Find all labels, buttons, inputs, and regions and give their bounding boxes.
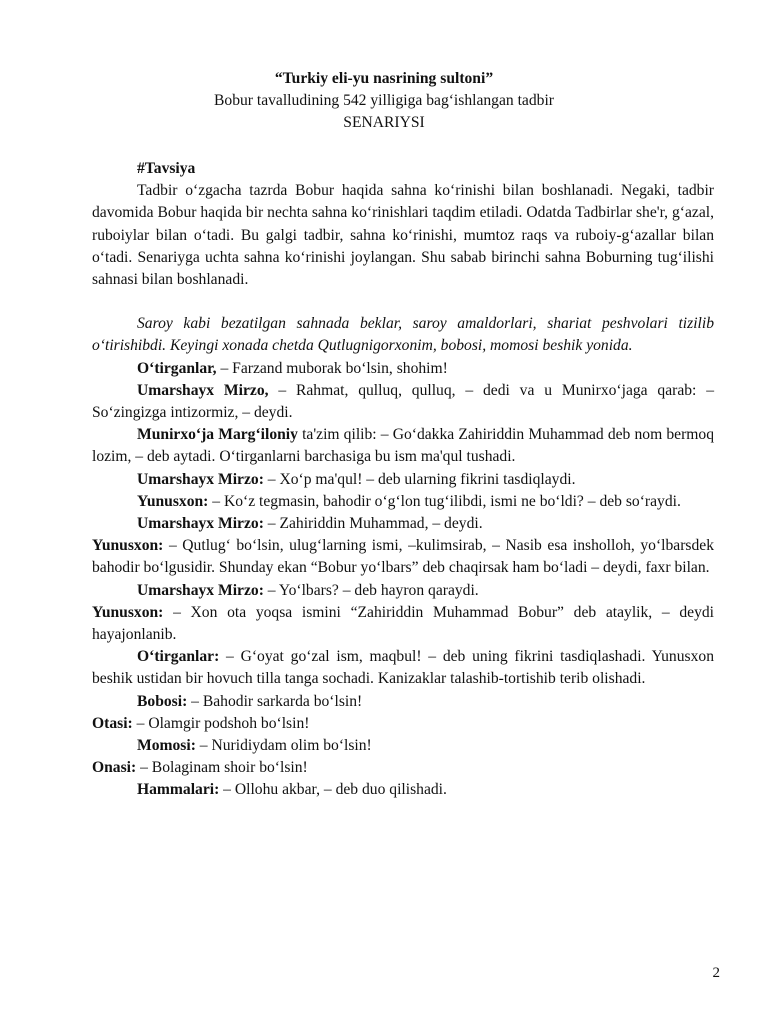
dialogue-line: [92, 602, 714, 646]
dialogue-line: [92, 380, 714, 424]
speaker-name: Umarshayx Mirzo:: [137, 470, 264, 488]
dialogue-text: – Farzand muborak bo‘lsin, shohim!: [216, 359, 448, 377]
dialogue-line: [92, 779, 714, 801]
dialogue-text: – Zahiriddin Muhammad, – deydi.: [263, 515, 483, 533]
page-number: 2: [712, 965, 720, 981]
speaker-name: Munirxo‘ja Marg‘iloniy: [137, 426, 298, 444]
document-body: [92, 158, 714, 802]
dialogue-text: – Ko‘z tegmasin, bahodir o‘g‘lon tug‘ilibdi, ismi ne bo‘ldi? – deb so‘raydi.: [208, 492, 681, 510]
dialogue-line: [92, 513, 714, 535]
dialogue-line: [92, 535, 714, 579]
dialogue-text: – Rahmat, qulluq, qulluq, – dedi va u Munirxo‘jaga qarab: – So‘zingizga intizormiz, – deydi.: [92, 381, 715, 422]
speaker-name: Umarshayx Mirzo,: [137, 381, 269, 399]
paragraph-gap: [92, 291, 714, 313]
speaker-name: Hammalari:: [137, 781, 220, 799]
dialogue-text: – Olamgir podshoh bo‘lsin!: [132, 714, 310, 732]
dialogue-line: [92, 757, 714, 779]
speaker-name: Momosi:: [137, 737, 196, 755]
document-header: [0, 68, 768, 134]
document-label: SENARIYSI: [343, 114, 425, 131]
dialogue-text: – Yo‘lbars? – deb hayron qaraydi.: [263, 581, 479, 599]
dialogue-text: – Nuridiydam olim bo‘lsin!: [195, 737, 372, 755]
dialogue-text: – Bahodir sarkarda bo‘lsin!: [187, 692, 363, 710]
dialogue-text: – Xon ota yoqsa ismini “Zahiriddin Muhammad Bobur” deb ataylik, – deydi hayajonlanib.: [92, 603, 714, 644]
speaker-name: Yunusxon:: [137, 492, 209, 510]
intro-paragraph: Tadbir o‘zgacha tazrda Bobur haqida sahna ko‘rinishi bilan boshlanadi. Negaki, tadbir davomida Bobur haqida bir nechta sahna ko‘rinishlari taqdim etiladi. Odatda Tadbirlar she'r, g‘azal, ruboiylar bilan o‘tadi. Bu galgi tadbir, sahna ko‘rinishi, mumtoz raqs va ruboiy-g‘azallar bilan o‘tadi. Senariyga uchta sahna ko‘rinishi joylangan. Shu sabab birinchi sahna Boburning tug‘ilishi sahnasi bilan boshlanadi.: [92, 182, 714, 289]
dialogue-text: – Bolaginam shoir bo‘lsin!: [136, 759, 308, 777]
dialogue-line: [92, 358, 714, 380]
dialogue-line: [92, 735, 714, 757]
dialogue-text: – Qutlug‘ bo‘lsin, ulug‘larning ismi, –kulimsirab, – Nasib esa insholloh, yo‘lbarsdek bahodir bo‘lgusidir. Shunday ekan “Bobur yo‘lbars” deb chaqirsak ham bo‘ladi – deydi, faxr bilan.: [92, 537, 714, 577]
dialogue-line: [92, 424, 714, 468]
dialogue-line: [92, 580, 714, 602]
dialogue-text: ta'zim qilib: – Go‘dakka Zahiriddin Muhammad deb nom bermoq lozim, – deb aytadi. O‘tirganlarni barchasiga bu ism ma'qul tushadi.: [92, 426, 714, 466]
speaker-name: Umarshayx Mirzo:: [137, 581, 264, 599]
speaker-name: Otasi:: [92, 714, 133, 732]
speaker-name: O‘tirganlar:: [137, 648, 220, 666]
dialogue-line: [92, 646, 714, 690]
speaker-name: Yunusxon:: [92, 537, 164, 555]
dialogue-text: – Xo‘p ma'qul! – deb ularning fikrini tasdiqlaydi.: [263, 470, 576, 488]
dialogue-text: – Ollohu akbar, – deb duo qilishadi.: [219, 781, 447, 799]
speaker-name: Yunusxon:: [92, 603, 164, 621]
speaker-name: Onasi:: [92, 759, 137, 777]
dialogue-line: [92, 713, 714, 735]
speaker-name: O‘tirganlar,: [137, 359, 217, 377]
document-subtitle: Bobur tavalludining 542 yilligiga bag‘ishlangan tadbir: [214, 92, 554, 109]
section-heading: #Tavsiya: [137, 160, 196, 177]
document-title: “Turkiy eli-yu nasrining sultoni”: [274, 70, 494, 87]
speaker-name: Umarshayx Mirzo:: [137, 515, 264, 533]
dialogue-text: – G‘oyat go‘zal ism, maqbul! – deb uning fikrini tasdiqlashadi. Yunusxon beshik ustidan bir hovuch tilla tanga sochadi. Kanizaklar talashib-tortishib terib olishadi.: [92, 648, 714, 688]
dialogue-line: [92, 691, 714, 713]
stage-direction: Saroy kabi bezatilgan sahnada beklar, saroy amaldorlari, shariat peshvolari tizilib o‘tirishibdi. Keyingi xonada chetda Qutlugnigorxonim, bobosi, momosi beshik yonida.: [92, 315, 714, 355]
speaker-name: Bobosi:: [137, 692, 188, 710]
dialogue-line: [92, 469, 714, 491]
dialogue-line: [92, 491, 714, 513]
